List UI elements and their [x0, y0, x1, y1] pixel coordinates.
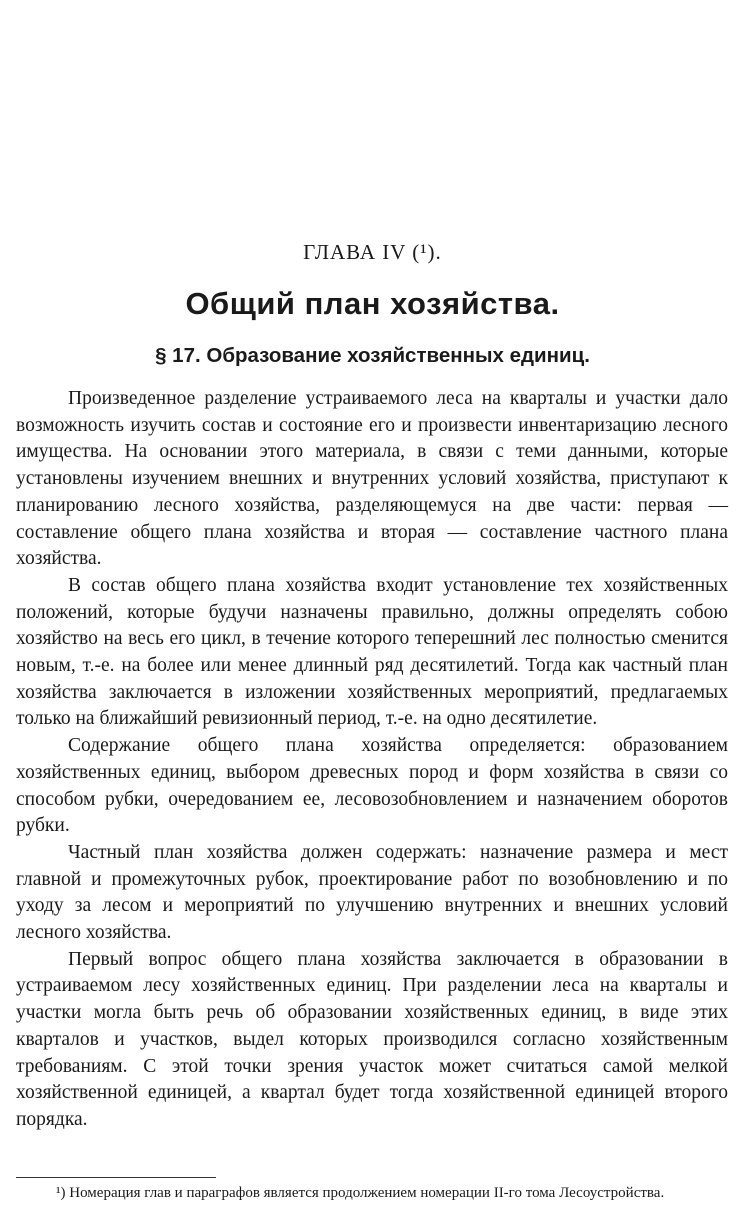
paragraph: Содержание общего плана хозяйства определяется: образованием хозяйственных единиц, выбором древесных пород и форм хозяйства в связи со способом рубки, очередованием ее, лесовозобновлением и назначением оборотов рубки. — [16, 735, 728, 837]
body-text — [16, 386, 728, 1134]
chapter-heading: ГЛАВА IV (¹). — [303, 240, 442, 264]
paragraph: Произведенное разделение устраиваемого леса на кварталы и участки дало возможность изучить состав и состояние его и произвести инвентаризацию лесного имущества. На основании этого материала, в связи с теми данными, которые установлены изучением внешних и внутренних условий хозяйства, приступают к планированию лесного хозяйства, разделяющемуся на две части: первая — составление общего плана хозяйства и вторая — составление частного плана хозяйства. — [16, 388, 728, 570]
footnote-divider — [16, 1177, 216, 1178]
chapter-title: Общий план хозяйства. — [185, 286, 560, 321]
paragraph: Частный план хозяйства должен содержать: назначение размера и мест главной и промежуточных рубок, проектирование работ по возобновлению и по уходу за лесом и мероприятий по улучшению внутренних и внешних условий лесного хозяйства. — [16, 841, 728, 944]
section-title: § 17. Образование хозяйственных единиц. — [155, 344, 590, 367]
paragraph: Первый вопрос общего плана хозяйства заключается в образовании в устраиваемом лесу хозяйственных единиц. При разделении леса на кварталы и участки могла быть речь об образовании хозяйственных единиц, в виде этих кварталов и участков, выдел которых производился согласно хозяйственным требованиям. С этой точки зрения участок может считаться самой мелкой хозяйственной единицей, а квартал будет тогда хозяйственной единицей второго порядка. — [16, 948, 728, 1130]
paragraph: В состав общего плана хозяйства входит установление тех хозяйственных положений, которые будучи назначены правильно, должны определять собою хозяйство на весь его цикл, в течение которого теперешний лес полностью сменится новым, т.-е. на более или менее длинный ряд десятилетий. Тогда как частный план хозяйства заключается в изложении хозяйственных мероприятий, предлагаемых только на ближайший ревизионный период, т.-е. на одно десятилетие. — [16, 574, 728, 730]
footnote: ¹) Номерация глав и параграфов является продолжением номерации II-го тома Лесоустройства. — [56, 1185, 665, 1201]
